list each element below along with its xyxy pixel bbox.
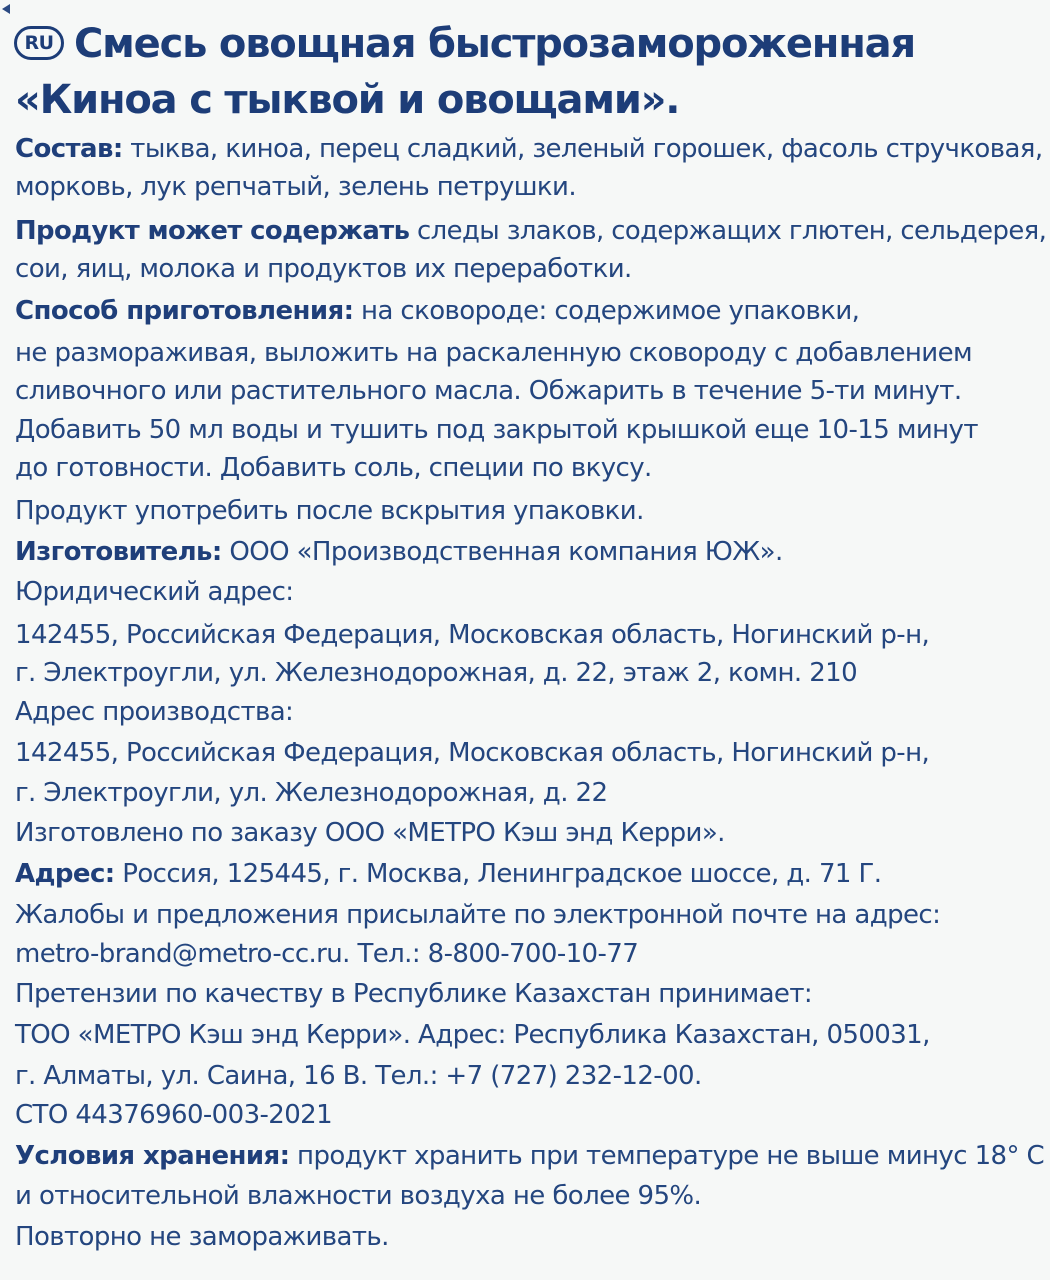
allergens-text1: следы злаков, содержащих глютен, сельдерея, (409, 216, 1047, 246)
allergens-line1 (15, 214, 1046, 248)
preparation-line1 (15, 294, 859, 328)
legal-address-label: Юридический адрес: (15, 577, 294, 607)
storage-text2: и относительной влажности воздуха не более 95%. (15, 1181, 702, 1211)
consume-note: Продукт употребить после вскрытия упаковки. (15, 496, 644, 526)
standard-code: СТО 44376960-003-2021 (15, 1100, 333, 1130)
kazakhstan-line2: г. Алматы, ул. Саина, 16 В. Тел.: +7 (727) 232-12-00. (15, 1061, 702, 1091)
composition-text2: морковь, лук репчатый, зелень петрушки. (15, 172, 576, 202)
preparation-text2: не размораживая, выложить на раскаленную сковороду с добавлением (15, 338, 973, 368)
complaints-line2: metro-brand@metro-cc.ru. Тел.: 8-800-700-10-77 (15, 939, 639, 969)
manufacturer-label: Изготовитель: (15, 537, 222, 567)
kazakhstan-line1: ТОО «МЕТРО Кэш энд Керри». Адрес: Республика Казахстан, 050031, (15, 1020, 930, 1050)
manufacturer-name: ООО «Производственная компания ЮЖ». (221, 537, 783, 567)
orderer-address-label: Адрес: (15, 859, 115, 889)
corner-arrow-icon (2, 4, 10, 14)
storage-label: Условия хранения: (15, 1141, 290, 1171)
composition-text1: тыква, киноа, перец сладкий, зеленый горошек, фасоль стручковая, (122, 134, 1043, 164)
composition-label: Состав: (15, 134, 123, 164)
ru-language-badge: RU (14, 26, 64, 60)
allergens-label: Продукт может содержать (15, 216, 410, 246)
preparation-text1: на сковороде: содержимое упаковки, (353, 296, 860, 326)
allergens-text2: сои, яиц, молока и продуктов их переработки. (15, 254, 632, 284)
product-title-line2: «Киноа с тыквой и овощами». (15, 77, 680, 123)
refreeze-note: Повторно не замораживать. (15, 1222, 389, 1252)
composition-line1 (15, 132, 1043, 166)
manufacturer-line (15, 535, 783, 569)
preparation-text5: до готовности. Добавить соль, специи по вкусу. (15, 453, 652, 483)
preparation-text3: сливочного или растительного масла. Обжарить в течение 5-ти минут. (15, 376, 962, 406)
production-address-line2: г. Электроугли, ул. Железнодорожная, д. 22 (15, 778, 608, 808)
storage-line1 (15, 1139, 1044, 1173)
production-address-line1: 142455, Российская Федерация, Московская область, Ногинский р-н, (15, 738, 930, 768)
complaints-line1: Жалобы и предложения присылайте по электронной почте на адрес: (15, 900, 941, 930)
production-address-label: Адрес производства: (15, 697, 294, 727)
product-title-line1: Смесь овощная быстрозамороженная (74, 21, 915, 67)
preparation-text4: Добавить 50 мл воды и тушить под закрытой крышкой еще 10-15 минут (15, 415, 978, 445)
storage-text1: продукт хранить при температуре не выше минус 18° С (289, 1141, 1045, 1171)
ordered-by: Изготовлено по заказу ООО «МЕТРО Кэш энд Керри». (15, 818, 725, 848)
kazakhstan-claims-label: Претензии по качеству в Республике Казахстан принимает: (15, 979, 813, 1009)
legal-address-line2: г. Электроугли, ул. Железнодорожная, д. 22, этаж 2, комн. 210 (15, 658, 858, 688)
legal-address-line1: 142455, Российская Федерация, Московская область, Ногинский р-н, (15, 620, 930, 650)
orderer-address-line (15, 857, 881, 891)
preparation-label: Способ приготовления: (15, 296, 354, 326)
orderer-address-text: Россия, 125445, г. Москва, Ленинградское шоссе, д. 71 Г. (114, 859, 882, 889)
